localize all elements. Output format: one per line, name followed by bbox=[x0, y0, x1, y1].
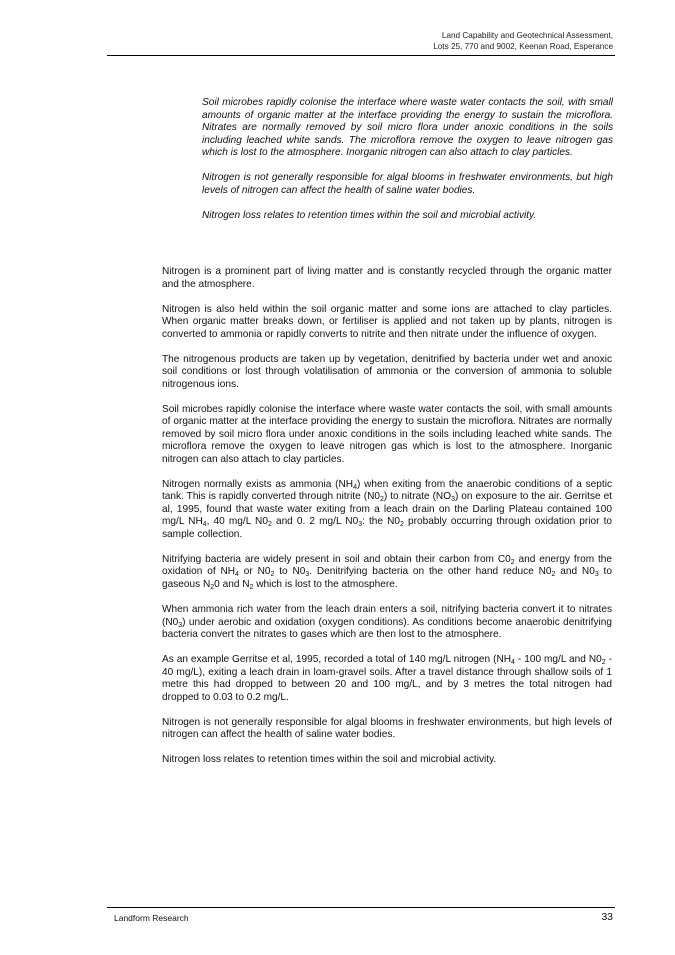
header-title-line-2: Lots 25, 770 and 9002, Keenan Road, Esperance bbox=[433, 42, 613, 51]
body-paragraph-3: The nitrogenous products are taken up by vegetation, denitrified by bacteria under wet and anoxic soil conditions or lost through volatilisation of ammonia or the conversion of ammonia to soluble nitrogenous ions. bbox=[162, 353, 612, 390]
body-text bbox=[162, 266, 612, 779]
quoted-summary bbox=[202, 97, 613, 235]
body-paragraph-4: Soil microbes rapidly colonise the interface where waste water contacts the soil, with small amounts of organic matter at the interface providing the energy to sustain the microflora. Nitrates are normally removed by soil micro flora under anoxic conditions in the soils including leached white sands. The microflora remove the oxygen to leave nitrogen gas which is lost to the atmosphere. Inorganic nitrogen can also attach to clay particles. bbox=[162, 403, 612, 465]
body-paragraph-7: When ammonia rich water from the leach drain enters a soil, nitrifying bacteria convert it to nitrates $(N0_3)$ under aerobic and oxidation (oxygen conditions). As conditions become anaerobic denitrifying bacteria convert the nitrates to gases which are then lost to the atmosphere. bbox=[162, 604, 612, 641]
body-paragraph-2: Nitrogen is also held within the soil organic matter and some ions are attached to clay particles. When organic matter breaks down, or fertiliser is applied and not taken up by plants, nitrogen is converted to ammonia or rapidly converts to nitrite and then nitrate under the influence of oxygen. bbox=[162, 303, 612, 340]
header-divider bbox=[107, 55, 615, 56]
page-number: 33 bbox=[601, 911, 613, 923]
body-paragraph-8: As an example Gerritse et al, 1995, recorded a total of 140 mg/L nitrogen ($NH_4 - 100$ mg/L and $N0_2 - 40$ mg/L), exiting a leach drain in loam-gravel soils. After a travel distance through shallow soils of 1 metre this had dropped to between 20 and 100 mg/L, and by 3 metres the total nitrogen had dropped to 0.03 to 0.2 mg/L. bbox=[162, 654, 612, 703]
quote-paragraph-2: Nitrogen is not generally responsible for algal blooms in freshwater environments, but high levels of nitrogen can affect the health of saline water bodies. bbox=[202, 172, 613, 196]
body-paragraph-9: Nitrogen is not generally responsible for algal blooms in freshwater environments, but high levels of nitrogen can affect the health of saline water bodies. bbox=[162, 716, 612, 741]
quote-paragraph-1: Soil microbes rapidly colonise the interface where waste water contacts the soil, with small amounts of organic matter at the interface providing the energy to sustain the microflora. Nitrates are normally removed by soil micro flora under anoxic conditions in the soils including leached white sands. The microflora remove the oxygen to leave nitrogen gas which is lost to the atmosphere. Inorganic nitrogen can also attach to clay particles. bbox=[202, 97, 613, 158]
body-paragraph-1: Nitrogen is a prominent part of living matter and is constantly recycled through the organic matter and the atmosphere. bbox=[162, 266, 612, 290]
body-paragraph-6: Nitrifying bacteria are widely present in soil and obtain their carbon from $C0_2$ and energy from the oxidation of $NH_4$ or $N0_2$ to $N0_3$. Denitrifying bacteria on the other hand reduce $N0_2$ and $N0_3$ to gaseous $N_20$ and $N_2$ which is lost to the atmosphere. bbox=[162, 553, 613, 591]
page-header bbox=[433, 30, 613, 52]
quote-paragraph-3: Nitrogen loss relates to retention times within the soil and microbial activity. bbox=[202, 209, 537, 221]
header-title-line-1: Land Capability and Geotechnical Assessment, bbox=[441, 31, 613, 40]
body-paragraph-10: Nitrogen loss relates to retention times within the soil and microbial activity. bbox=[162, 754, 497, 766]
footer-divider bbox=[107, 907, 615, 908]
footer-company: Landform Research bbox=[114, 913, 189, 923]
body-paragraph-5: Nitrogen normally exists as ammonia $(NH_4)$ when exiting from the anaerobic conditions of a septic tank. This is rapidly converted through nitrite $(N0_2)$ to nitrate $(NO_3)$ on exposure to the air. Gerritse et al, 1995, found that waste water exiting from a leach drain on the Darling Plateau contained 100 mg/L $NH_4$, 40 mg/L $N0_2$ and 0. 2 mg/L $N0_3$: the $N0_2$ probably occurring through oxidation prior to sample collection. bbox=[162, 478, 613, 540]
